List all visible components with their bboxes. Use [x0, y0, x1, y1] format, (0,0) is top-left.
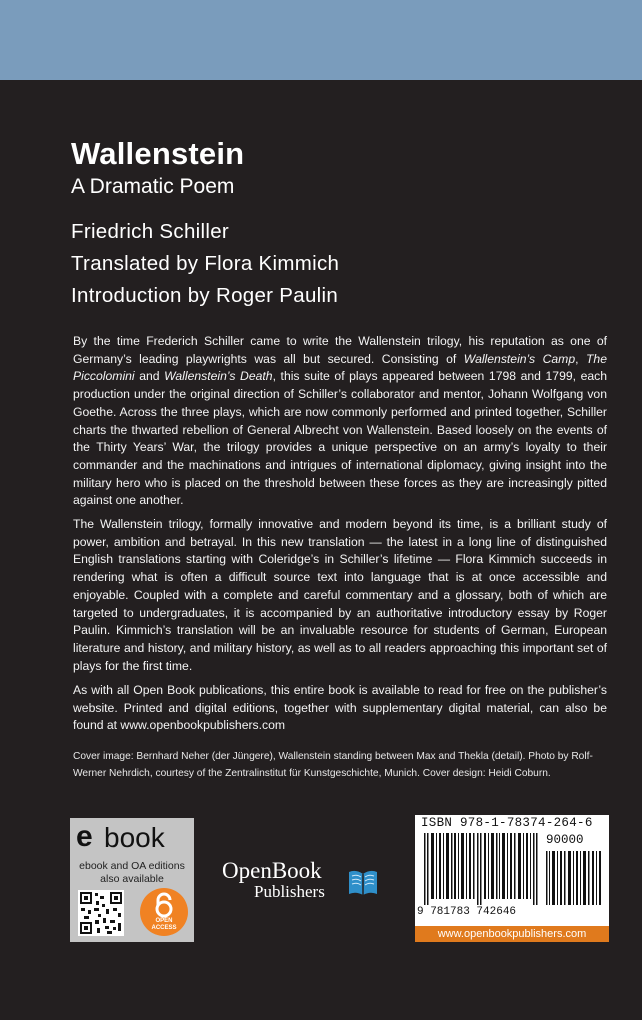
open-access-badge	[140, 888, 188, 936]
introduction-credit: Introduction by Roger Paulin	[71, 284, 339, 307]
book-title: Wallenstein	[71, 136, 245, 171]
ebook-availability-line-1: ebook and OA editions	[79, 860, 185, 872]
play-title: Wallenstein’s Death	[164, 369, 273, 384]
ebook-e-letter: e	[76, 820, 93, 853]
isbn-barcode-box	[415, 815, 609, 942]
ebook-badge	[70, 818, 194, 942]
publisher-subname: Publishers	[254, 882, 325, 901]
ean-barcode-bars	[422, 833, 542, 905]
ebook-availability-line-2: also available	[100, 873, 164, 885]
blurb-text: ,	[575, 351, 586, 366]
book-subtitle: A Dramatic Poem	[71, 175, 235, 198]
blurb-paragraph-2: The Wallenstein trilogy, formally innovative and modern beyond its time, is a brilliant study of power, ambition and betrayal. In this new translation — the latest in a long line of distinguished English translations starting with Coleridge’s in Schiller’s lifetime — Flora Kimmich succeeds in rendering what is often a difficult source text into language that is at once accessible and enjoyable. Coupled with a complete and careful commentary and a glossary, both of which are targeted to undergraduates, it is accompanied by an authoritative introductory essay by Roger Paulin. Kimmich’s translation will be an invaluable resource for students of German, European literature and history, and military history, as well as to all readers approaching this important set of plays for the first time.	[73, 517, 607, 673]
blurb-text: , this suite of plays appeared between 1798 and 1799, each production under the original direction of Schiller’s collaborator and mentor, Johann Wolfgang von Goethe. Across the three plays, which are now commonly performed and printed together, Schiller charts the thwarted rebellion of General Albrecht von Wallenstein. Based loosely on the events of the Thirty Years’ War, the trilogy provides a unique perspective on an army’s loyalty to their commander and the machinations and intrigues of international diplomacy, giving insight into the military hero who is placed on the threshold between these forces as they are increasingly pitted against one another.	[73, 369, 608, 508]
open-book-icon	[346, 866, 380, 903]
play-title: The Piccolomini	[73, 351, 607, 384]
blurb-paragraph-3: As with all Open Book publications, this entire book is available to read for free on the publisher’s website. Printed and digital editions, together with supplementary digital material, can also be found at www.openbookpublishers.com	[73, 683, 607, 733]
publisher-website[interactable]: www.openbookpublishers.com	[415, 926, 609, 942]
price-barcode-bars	[545, 851, 603, 905]
publisher-name: OpenBook	[222, 858, 322, 883]
translator-credit: Translated by Flora Kimmich	[71, 252, 340, 275]
open-access-word-1: OPEN	[155, 918, 173, 924]
top-color-band	[0, 0, 642, 80]
ean-digits: 9 781783 742646	[417, 906, 517, 918]
publisher-logo	[222, 858, 325, 901]
open-access-word-2: ACCESS	[151, 925, 177, 931]
isbn-number: ISBN 978-1-78374-264-6	[421, 816, 593, 830]
blurb-paragraph-1	[73, 333, 607, 510]
qr-code[interactable]	[78, 890, 124, 936]
price-code: 90000	[546, 833, 584, 847]
ebook-book-word: book	[104, 822, 165, 853]
blurb-text: By the time Frederich Schiller came to write the Wallenstein trilogy, his reputation as one of Germany’s leading playwrights was all but secured. Consisting of	[73, 334, 607, 366]
blurb-text: and	[134, 369, 165, 384]
author-credit: Friedrich Schiller	[71, 220, 230, 243]
open-access-label	[140, 918, 188, 932]
cover-credits-caption: Cover image: Bernhard Neher (der Jüngere), Wallenstein standing between Max and Thekla (detail). Photo by Rolf-Werner Nehrdich, courtesy of the Zentralinstitut für Kunstgeschichte, Munich. Cover design: Heidi Coburn.	[73, 751, 593, 779]
play-title: Wallenstein’s Camp	[463, 351, 576, 366]
